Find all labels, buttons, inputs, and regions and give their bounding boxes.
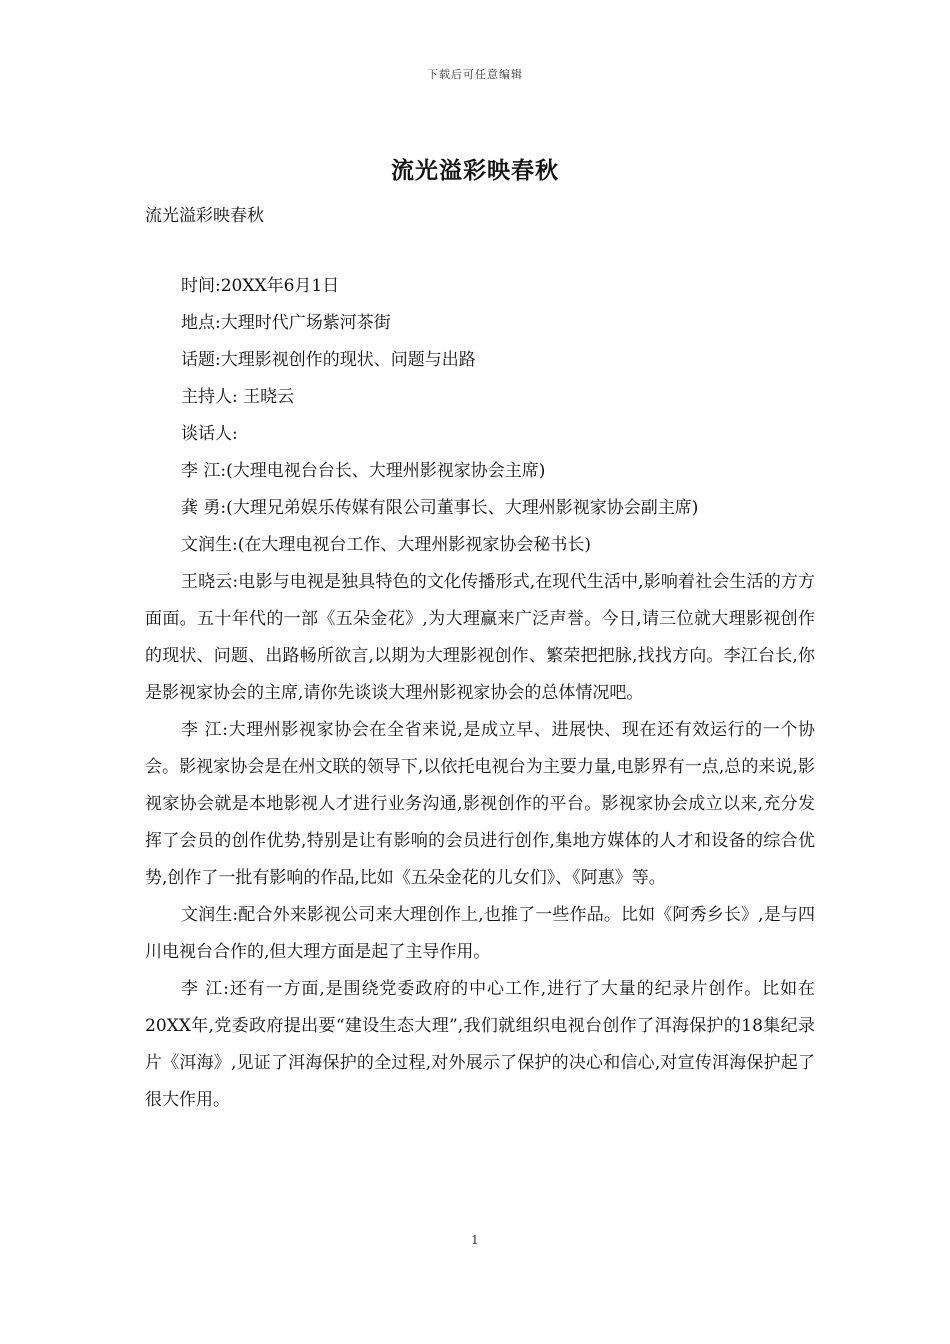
info-line-speaker-gong: 龚 勇:(大理兄弟娱乐传媒有限公司董事长、大理州影视家协会副主席) bbox=[181, 498, 699, 518]
info-line-host: 主持人: 王晓云 bbox=[181, 387, 295, 407]
info-line-speaker-wen: 文润生:(在大理电视台工作、大理州影视家协会秘书长) bbox=[181, 535, 591, 555]
info-line-time: 时间:20XX年6月1日 bbox=[181, 276, 340, 296]
paragraph-wen-runsheng: 文润生:配合外来影视公司来大理创作上,也推了一些作品。比如《阿秀乡长》,是与四川电视台合作的,但大理方面是起了主导作用。 bbox=[145, 905, 815, 962]
paragraph-li-jiang-2: 李 江:还有一方面,是围绕党委政府的中心工作,进行了大量的纪录片创作。比如在20XX年,党委政府提出要“建设生态大理”,我们就组织电视台创作了洱海保护的18集纪录片《洱海》,见证了洱海保护的全过程,对外展示了保护的决心和信心,对宣传洱海保护起了很大作用。 bbox=[145, 979, 815, 1110]
document-subtitle: 流光溢彩映春秋 bbox=[145, 206, 264, 226]
document-body bbox=[145, 268, 815, 1119]
paragraph-host-intro: 王晓云:电影与电视是独具特色的文化传播形式,在现代生活中,影响着社会生活的方方面面。五十年代的一部《五朵金花》,为大理赢来广泛声誉。今日,请三位就大理影视创作的现状、问题、出路畅所欲言,以期为大理影视创作、繁荣把把脉,找找方向。李江台长,你是影视家协会的主席,请你先谈谈大理州影视家协会的总体情况吧。 bbox=[145, 572, 815, 703]
info-line-topic: 话题:大理影视创作的现状、问题与出路 bbox=[181, 350, 476, 370]
document-title: 流光溢彩映春秋 bbox=[391, 157, 559, 184]
paragraph-li-jiang-1: 李 江:大理州影视家协会在全省来说,是成立早、进展快、现在还有效运行的一个协会。影视家协会是在州文联的领导下,以依托电视台为主要力量,电影界有一点,总的来说,影视家协会就是本地影视人才进行业务沟通,影视创作的平台。影视家协会成立以来,充分发挥了会员的创作优势,特别是让有影响的会员进行创作,集地方媒体的人才和设备的综合优势,创作了一批有影响的作品,比如《五朵金花的儿女们》、《阿惠》等。 bbox=[145, 720, 815, 888]
header-note: 下载后可任意编辑 bbox=[427, 68, 523, 81]
page-number: 1 bbox=[471, 1233, 479, 1247]
info-line-location: 地点:大理时代广场紫河茶街 bbox=[181, 313, 391, 333]
info-line-speakers: 谈话人: bbox=[181, 424, 238, 444]
info-line-speaker-li: 李 江:(大理电视台台长、大理州影视家协会主席) bbox=[181, 461, 546, 481]
